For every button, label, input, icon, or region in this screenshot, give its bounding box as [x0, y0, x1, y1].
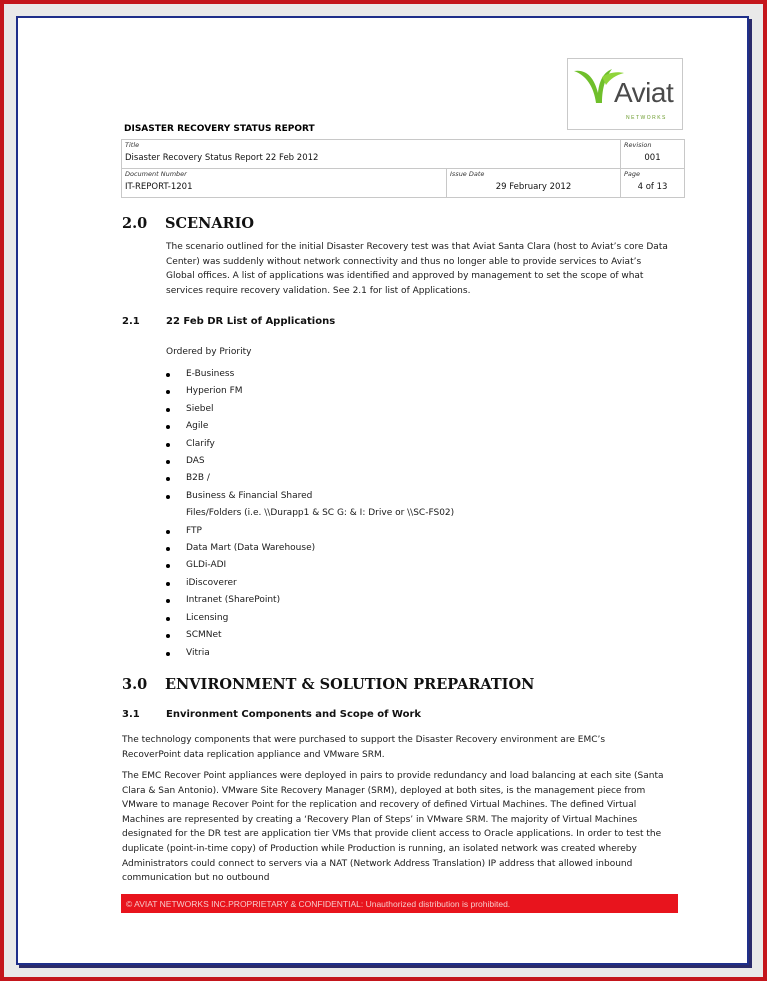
- scenario-paragraph: The scenario outlined for the initial Disaster Recovery test was that Aviat Santa Clara (host to Aviat’s core Data Center) was suddenly without network connectivity and thus no longer able to provide services to Aviat’s Global offices. A list of applications was identified and approved by management to set the scope of what services require recovery validation. See 2.1 for list of Applications.: [166, 242, 668, 296]
- list-item: DAS: [166, 453, 454, 470]
- list-item: Business & Financial Shared: [166, 488, 454, 505]
- environment-paragraph-1: The technology components that were purchased to support the Disaster Recovery environment are EMC’s RecoverPoint data replication appliance and VMware SRM.: [122, 735, 606, 760]
- section-2-1-number: 2.1: [122, 316, 140, 327]
- section-3-1-title: Environment Components and Scope of Work: [166, 709, 422, 720]
- logo-brand-text: Aviat: [614, 77, 674, 108]
- logo-sub-text: NETWORKS: [626, 115, 667, 121]
- docnum-value: IT-REPORT-1201: [125, 182, 193, 192]
- revision-cell: [621, 140, 685, 169]
- list-item: E-Business: [166, 366, 454, 383]
- priority-intro: Ordered by Priority: [166, 347, 252, 357]
- list-item-continuation: Files/Folders (i.e. \\Durapp1 & SC G: & I: Drive or \\SC-FS02): [186, 508, 455, 519]
- list-item: B2B /: [166, 470, 454, 487]
- revision-caption: Revision: [624, 141, 652, 149]
- list-item: Clarify: [166, 436, 454, 453]
- aviat-logo: [567, 58, 683, 130]
- application-list: [166, 366, 454, 662]
- title-caption: Title: [125, 141, 140, 149]
- section-2-heading: [122, 215, 254, 232]
- page-value: 4 of 13: [637, 182, 668, 192]
- section-2-1-heading: [122, 316, 335, 327]
- title-value: Disaster Recovery Status Report 22 Feb 2012: [125, 153, 319, 163]
- docnum-cell: [122, 169, 447, 198]
- section-2-number: 2.0: [122, 215, 148, 232]
- docnum-caption: Document Number: [125, 170, 187, 178]
- section-3-heading: [122, 676, 534, 693]
- section-3-1-number: 3.1: [122, 709, 140, 720]
- list-item: Data Mart (Data Warehouse): [166, 540, 454, 557]
- page-cell: [621, 169, 685, 198]
- issue-date-value: 29 February 2012: [495, 182, 572, 192]
- document-meta-table: [121, 139, 685, 198]
- section-2-1-title: 22 Feb DR List of Applications: [166, 316, 336, 327]
- section-3-title: ENVIRONMENT & SOLUTION PREPARATION: [165, 676, 535, 693]
- confidential-footer: [121, 894, 678, 913]
- section-3-number: 3.0: [122, 676, 148, 693]
- list-item: Intranet (SharePoint): [166, 592, 454, 609]
- section-2-title: SCENARIO: [165, 215, 255, 232]
- page-caption: Page: [624, 170, 641, 178]
- list-item: SCMNet: [166, 627, 454, 644]
- list-item: iDiscoverer: [166, 575, 454, 592]
- issue-date-cell: [447, 169, 621, 198]
- list-item: Licensing: [166, 610, 454, 627]
- issue-date-caption: Issue Date: [450, 170, 485, 178]
- list-item: FTP: [166, 523, 454, 540]
- title-cell: [122, 140, 621, 169]
- environment-paragraph-2: The EMC Recover Point appliances were deployed in pairs to provide redundancy and load balancing at each site (Santa Clara & San Antonio). VMware Site Recovery Manager (SRM), deployed at both sites, is the management piece from VMware to manage Recover Point for the replication and recovery of defined Virtual Machines. The defined Virtual Machines are represented by creating a ‘Recovery Plan of Steps’ in VMware SRM. The majority of Virtual Machines designated for the DR test are application tier VMs that provide client access to Oracle applications. In order to test the duplicate (point-in-time copy) of Production while Production is running, an isolated network was created whereby Administrators could connect to servers via a NAT (Network Address Translation) IP address that allowed inbound communication but no outbound: [122, 771, 664, 884]
- list-item: Hyperion FM: [166, 383, 454, 400]
- list-item: Vitria: [166, 645, 454, 662]
- revision-value: 001: [644, 153, 661, 163]
- list-item: Agile: [166, 418, 454, 435]
- section-3-1-heading: [122, 709, 421, 720]
- document-page: [16, 16, 749, 965]
- list-item: Siebel: [166, 401, 454, 418]
- report-heading: DISASTER RECOVERY STATUS REPORT: [124, 124, 315, 134]
- list-item: GLDi-ADI: [166, 557, 454, 574]
- footer-text: © AVIAT NETWORKS INC.PROPRIETARY & CONFIDENTIAL: Unauthorized distribution is prohibited.: [126, 899, 511, 909]
